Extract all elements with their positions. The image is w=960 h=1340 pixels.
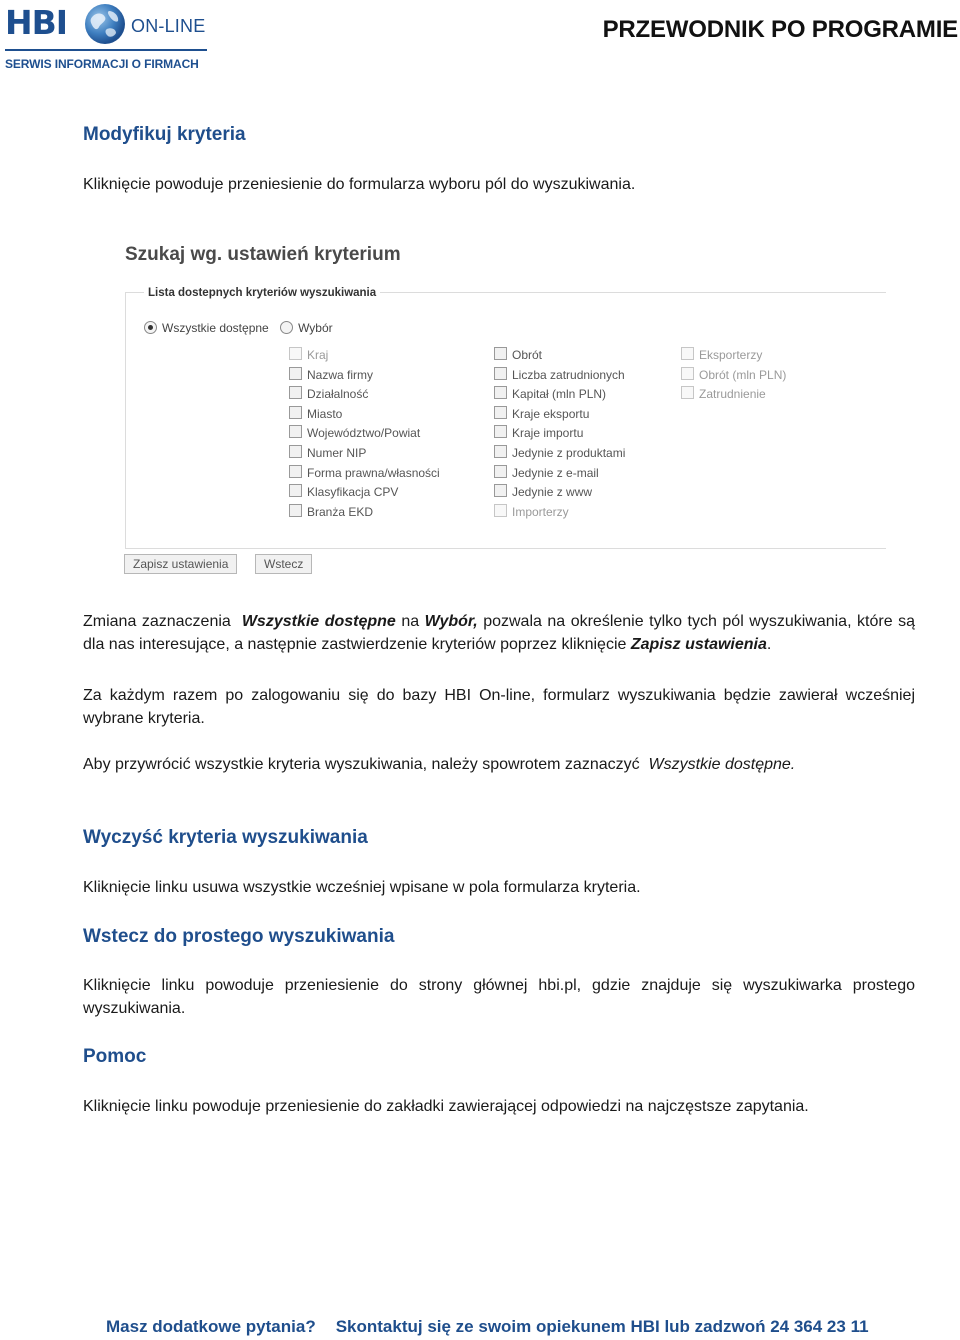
emphasis-choice: Wybór, <box>424 613 478 630</box>
criterion-label: Branża EKD <box>307 504 374 519</box>
checkbox[interactable] <box>494 465 507 478</box>
criterion-label: Województwo/Powiat <box>307 426 421 441</box>
back-button[interactable]: Wstecz <box>255 554 312 574</box>
criterion-item[interactable] <box>289 484 440 504</box>
heading-clear-criteria: Wyczyść kryteria wyszukiwania <box>83 827 368 848</box>
checkbox[interactable] <box>494 386 507 399</box>
criterion-item[interactable] <box>289 367 440 387</box>
text-run: Aby przywrócić wszystkie kryteria wyszukiwania, należy spowrotem zaznaczyć <box>83 756 649 773</box>
logo-rule <box>5 49 207 51</box>
criterion-label: Nazwa firmy <box>307 367 374 382</box>
criteria-form-screenshot <box>118 236 888 581</box>
criterion-label: Miasto <box>307 406 343 421</box>
logo-tagline: SERWIS INFORMACJI O FIRMACH <box>5 57 199 71</box>
text-run: Zmiana zaznaczenia <box>83 613 242 630</box>
checkbox[interactable] <box>494 406 507 419</box>
criterion-label: Forma prawna/własności <box>307 465 440 480</box>
criterion-label: Jedynie z www <box>512 485 593 500</box>
text-run: na <box>395 613 425 630</box>
checkbox[interactable] <box>289 406 302 419</box>
checkbox[interactable] <box>289 386 302 399</box>
criterion-label: Kapitał (mln PLN) <box>512 387 607 402</box>
hbi-logo <box>3 2 208 72</box>
checkbox[interactable] <box>681 367 694 380</box>
document-title: PRZEWODNIK PO PROGRAMIE <box>602 16 958 43</box>
criterion-item[interactable] <box>289 425 440 445</box>
checkbox[interactable] <box>289 445 302 458</box>
criterion-item[interactable] <box>289 504 440 524</box>
checkbox[interactable] <box>681 347 694 360</box>
criterion-label: Zatrudnienie <box>699 387 766 402</box>
criterion-item[interactable] <box>681 367 786 387</box>
criterion-item[interactable] <box>289 347 440 367</box>
clear-criteria-text: Kliknięcie linku usuwa wszystkie wcześniej wpisane w pola formularza kryteria. <box>83 879 641 896</box>
emphasis-save-settings: Zapisz ustawienia <box>630 636 767 653</box>
paragraph-restore <box>83 753 915 776</box>
criteria-column-2 <box>494 347 625 523</box>
criterion-label: Kraje importu <box>512 426 584 441</box>
criterion-label: Obrót <box>512 348 543 362</box>
criterion-item[interactable] <box>289 465 440 485</box>
radio-all-available[interactable] <box>144 321 157 334</box>
footer-contact-text: Skontaktuj się ze swoim opiekunem HBI lub zadzwoń 24 364 23 11 <box>335 1317 869 1336</box>
text-run: . <box>766 636 772 653</box>
criterion-item[interactable] <box>494 425 625 445</box>
criterion-label: Liczba zatrudnionych <box>512 367 625 382</box>
criterion-label: Obrót (mln PLN) <box>699 367 787 382</box>
criterion-label: Jedynie z e-mail <box>512 465 599 480</box>
checkbox[interactable] <box>289 367 302 380</box>
emphasis-all-available: Wszystkie dostępne <box>241 613 396 630</box>
criterion-item[interactable] <box>289 445 440 465</box>
criterion-item[interactable] <box>494 445 625 465</box>
checkbox[interactable] <box>494 504 507 517</box>
criterion-label: Jedynie z produktami <box>512 445 626 460</box>
criterion-item[interactable] <box>494 504 625 524</box>
criterion-label: Kraje eksportu <box>512 406 590 421</box>
criterion-label: Klasyfikacja CPV <box>307 485 399 500</box>
text-run: pozwala na określenie tylko tych pól wyszukiwania, które są dla nas interesujące, a następnie zastwierdzenie kryteriów poprzez kliknięcie <box>83 613 915 653</box>
criterion-item[interactable] <box>494 406 625 426</box>
criterion-label: Numer NIP <box>307 445 367 460</box>
paragraph-change-selection <box>83 610 915 656</box>
checkbox[interactable] <box>494 425 507 438</box>
back-to-simple-text: Kliknięcie linku powoduje przeniesienie do strony głównej hbi.pl, gdzie znajduje się wyszukiwarka prostego wyszukiwania. <box>83 977 915 1017</box>
criterion-label: Importerzy <box>512 504 569 519</box>
criterion-item[interactable] <box>494 386 625 406</box>
paragraph-after-login: Za każdym razem po zalogowaniu się do bazy HBI On-line, formularz wyszukiwania będzie zawierał wcześniej wybrane kryteria. <box>83 687 915 727</box>
form-title: Szukaj wg. ustawień kryterium <box>125 244 401 265</box>
criterion-item[interactable] <box>289 386 440 406</box>
criterion-label: Eksporterzy <box>699 348 763 362</box>
checkbox[interactable] <box>289 347 302 360</box>
footer-question: Masz dodatkowe pytania? <box>106 1317 316 1336</box>
criterion-item[interactable] <box>494 367 625 387</box>
checkbox[interactable] <box>494 367 507 380</box>
criteria-column-1 <box>289 347 440 523</box>
criterion-label: Działalność <box>307 387 369 402</box>
globe-icon <box>83 2 127 46</box>
checkbox[interactable] <box>681 386 694 399</box>
checkbox[interactable] <box>494 484 507 497</box>
logo-online-text: ON-LINE <box>131 16 206 36</box>
criteria-mode-radios <box>144 321 341 335</box>
criterion-item[interactable] <box>494 465 625 485</box>
criteria-legend: Lista dostepnych kryteriów wyszukiwania <box>144 287 380 299</box>
criterion-label: Kraj <box>307 348 329 362</box>
heading-modify-criteria: Modyfikuj kryteria <box>83 124 246 145</box>
criterion-item[interactable] <box>289 406 440 426</box>
checkbox[interactable] <box>289 465 302 478</box>
emphasis-all-available: Wszystkie dostępne. <box>648 756 796 773</box>
criterion-item[interactable] <box>494 347 625 367</box>
heading-back-to-simple: Wstecz do prostego wyszukiwania <box>83 926 395 947</box>
checkbox[interactable] <box>289 504 302 517</box>
checkbox[interactable] <box>289 484 302 497</box>
intro-text: Kliknięcie powoduje przeniesienie do formularza wyboru pól do wyszukiwania. <box>83 176 636 193</box>
checkbox[interactable] <box>494 445 507 458</box>
footer-contact <box>106 1317 869 1337</box>
radio-choice-label: Wybór <box>298 321 333 335</box>
radio-all-label: Wszystkie dostępne <box>162 321 269 335</box>
checkbox[interactable] <box>494 347 507 360</box>
help-text: Kliknięcie linku powoduje przeniesienie do zakładki zawierającej odpowiedzi na najczęstsze zapytania. <box>83 1098 809 1115</box>
criterion-item[interactable] <box>494 484 625 504</box>
criterion-item[interactable] <box>681 347 786 367</box>
radio-choice[interactable] <box>280 321 293 334</box>
checkbox[interactable] <box>289 425 302 438</box>
heading-help: Pomoc <box>83 1046 147 1067</box>
logo-hbi-text: HBI <box>5 3 68 42</box>
criteria-column-3 <box>681 347 786 406</box>
save-settings-button[interactable]: Zapisz ustawienia <box>124 554 237 574</box>
criterion-item[interactable] <box>681 386 786 406</box>
